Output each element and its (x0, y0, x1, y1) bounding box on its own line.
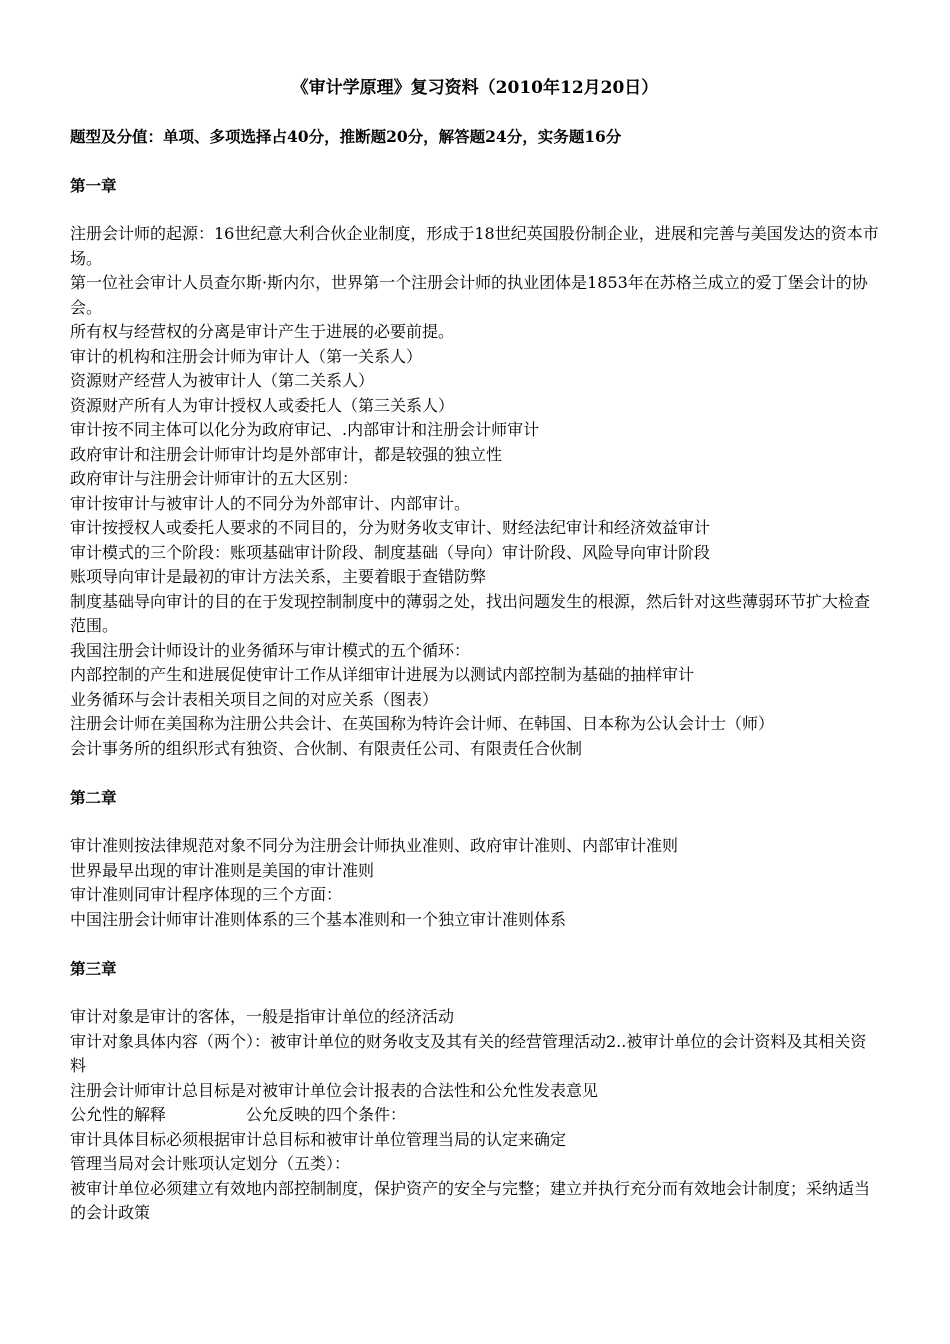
paragraph: 世界最早出现的审计准则是美国的审计准则 (70, 860, 375, 880)
chapter-1 (70, 174, 880, 761)
paragraph: 管理当局对会计账项认定划分（五类）： (70, 1154, 351, 1173)
paragraph: 被审计单位必须建立有效地内部控制制度，保护资产的安全与完整；建立并执行充分而有效地会计制度；采纳适当的会计政策 (70, 1178, 871, 1222)
paragraph: 政府审计与注册会计师审计的五大区别： (70, 469, 359, 488)
paragraph: 注册会计师在美国称为注册公共会计、在英国称为特许会计师、在韩国、日本称为公认会计士（师） (70, 714, 775, 733)
paragraph: 审计模式的三个阶段：账项基础审计阶段、制度基础（导向）审计阶段、风险导向审计阶段 (70, 542, 711, 562)
paragraph: 审计对象是审计的客体，一般是指审计单位的经济活动 (70, 1007, 455, 1026)
chapter-3 (70, 957, 880, 1226)
paragraph: 第一位社会审计人员查尔斯·斯内尔，世界第一个注册会计师的执业团体是1853年在苏格兰成立的爱丁堡会计的协会。 (70, 273, 868, 317)
paragraph: 资源财产经营人为被审计人（第二关系人） (70, 371, 375, 390)
paragraph: 公允性的解释 公允反映的四个条件： (70, 1105, 407, 1124)
paragraph: 审计按不同主体可以化分为政府审记、.内部审计和注册会计师审计 (70, 420, 540, 439)
paragraph: 注册会计师审计总目标是对被审计单位会计报表的合法性和公允性发表意见 (70, 1080, 599, 1100)
paragraph: 审计准则同审计程序体现的三个方面： (70, 885, 343, 904)
paragraph: 审计的机构和注册会计师为审计人（第一关系人） (70, 346, 423, 366)
paragraph: 中国注册会计师审计准则体系的三个基本准则和一个独立审计准则体系 (70, 909, 567, 929)
paragraph: 会计事务所的组织形式有独资、合伙制、有限责任公司、有限责任合伙制 (70, 738, 583, 758)
paragraph: 内部控制的产生和进展促使审计工作从详细审计进展为以测试内部控制为基础的抽样审计 (70, 665, 695, 684)
chapter-title: 第二章 (70, 788, 117, 807)
chapter-title: 第一章 (70, 176, 117, 195)
paragraph: 业务循环与会计表相关项目之间的对应关系（图表） (70, 689, 439, 709)
chapter-title: 第三章 (70, 959, 117, 978)
paragraph: 审计具体目标必须根据审计总目标和被审计单位管理当局的认定来确定 (70, 1129, 567, 1149)
paragraph: 我国注册会计师设计的业务循环与审计模式的五个循环： (70, 640, 471, 660)
paragraph: 审计按授权人或委托人要求的不同目的，分为财务收支审计、财经法纪审计和经济效益审计 (70, 518, 711, 537)
chapter-2 (70, 786, 880, 932)
paragraph: 所有权与经营权的分离是审计产生于进展的必要前提。 (70, 322, 455, 341)
paragraph: 审计对象具体内容（两个）：被审计单位的财务收支及其有关的经营管理活动2..被审计单位的会计资料及其相关资料 (70, 1031, 867, 1075)
question-types-summary: 题型及分值：单项、多项选择占40分，推断题20分，解答题24分，实务题16分 (70, 127, 622, 146)
paragraph: 审计按审计与被审计人的不同分为外部审计、内部审计。 (70, 493, 471, 513)
paragraph: 资源财产所有人为审计授权人或委托人（第三关系人） (70, 395, 455, 415)
paragraph: 账项导向审计是最初的审计方法关系，主要着眼于查错防弊 (70, 567, 487, 586)
document-title: 《审计学原理》复习资料（2010年12月20日） (291, 78, 659, 98)
paragraph: 政府审计和注册会计师审计均是外部审计，都是较强的独立性 (70, 444, 503, 464)
paragraph: 注册会计师的起源：16世纪意大利合伙企业制度，形成于18世纪英国股份制企业，进展和完善与美国发达的资本市场。 (70, 224, 879, 268)
paragraph: 审计准则按法律规范对象不同分为注册会计师执业准则、政府审计准则、内部审计准则 (70, 836, 679, 855)
paragraph: 制度基础导向审计的目的在于发现控制制度中的薄弱之处，找出问题发生的根源，然后针对这些薄弱环节扩大检查范围。 (70, 591, 871, 635)
